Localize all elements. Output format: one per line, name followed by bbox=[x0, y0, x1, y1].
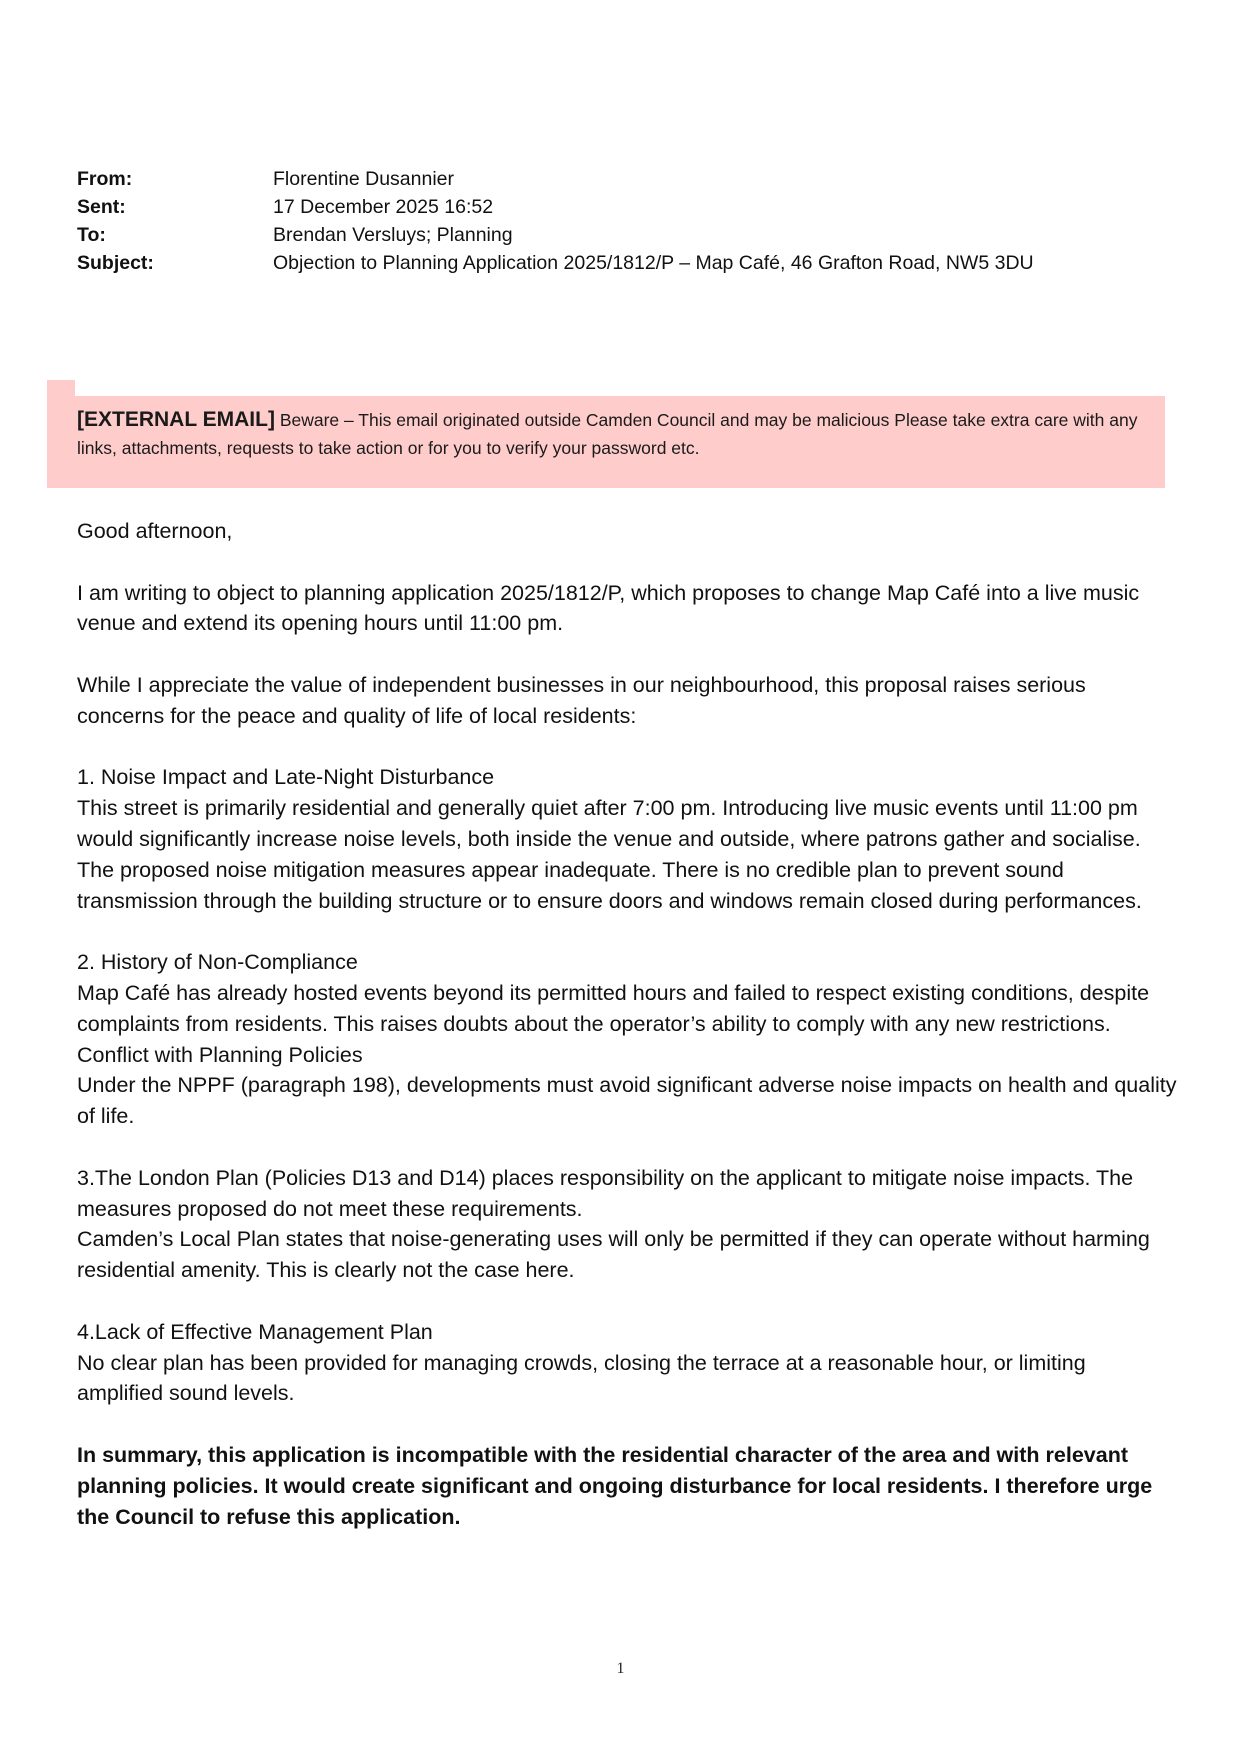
section-1-paragraph-2: The proposed noise mitigation measures appear inadequate. There is no credible plan to prevent sound transmission through the building structure or to ensure doors and windows remain closed during performances. bbox=[77, 857, 1142, 913]
section-1-heading: 1. Noise Impact and Late-Night Disturbance bbox=[77, 765, 495, 790]
section-management-plan bbox=[77, 1317, 1177, 1409]
from-value: Florentine Dusannier bbox=[273, 168, 455, 190]
email-body bbox=[77, 516, 1177, 1563]
external-email-tag: [EXTERNAL EMAIL] bbox=[77, 408, 275, 431]
section-2-heading: 2. History of Non-Compliance bbox=[77, 950, 358, 975]
from-row bbox=[77, 168, 1177, 196]
external-email-banner bbox=[47, 396, 1165, 488]
page-number: 1 bbox=[616, 1660, 625, 1677]
to-label: To: bbox=[77, 224, 106, 246]
context-paragraph: While I appreciate the value of independent businesses in our neighbourhood, this proposal raises serious concerns for the peace and quality of life of local residents: bbox=[77, 672, 1086, 728]
section-london-plan bbox=[77, 1163, 1177, 1286]
from-label: From: bbox=[77, 168, 133, 190]
section-2-paragraph-1: Map Café has already hosted events beyond its permitted hours and failed to respect existing conditions, despite complaints from residents. This raises doubts about the operator’s ability to comply with any new restrictions. bbox=[77, 980, 1150, 1036]
sent-label: Sent: bbox=[77, 196, 126, 218]
sent-value: 17 December 2025 16:52 bbox=[273, 196, 494, 218]
section-2-paragraph-2: Under the NPPF (paragraph 198), developments must avoid significant adverse noise impacts on health and quality of life. bbox=[77, 1073, 1177, 1129]
to-value: Brendan Versluys; Planning bbox=[273, 224, 513, 246]
subject-label: Subject: bbox=[77, 252, 154, 274]
external-email-warning: Beware – This email originated outside Camden Council and may be malicious Please take extra care with any links, attachments, requests to take action or for you to verify your password etc. bbox=[77, 410, 1138, 458]
section-non-compliance bbox=[77, 947, 1177, 1132]
summary-paragraph: In summary, this application is incompatible with the residential character of the area and with relevant planning policies. It would create significant and ongoing disturbance for local residents. I therefore urge the Council to refuse this application. bbox=[77, 1442, 1153, 1529]
intro-paragraph: I am writing to object to planning application 2025/1812/P, which proposes to change Map Café into a live music venue and extend its opening hours until 11:00 pm. bbox=[77, 580, 1140, 636]
section-1-paragraph-1: This street is primarily residential and generally quiet after 7:00 pm. Introducing live music events until 11:00 pm would significantly increase noise levels, both inside the venue and outside, where patrons gather and socialise. bbox=[77, 796, 1141, 851]
sent-row bbox=[77, 196, 1177, 224]
section-2-subheading: Conflict with Planning Policies bbox=[77, 1042, 363, 1067]
section-3-paragraph-1: 3.The London Plan (Policies D13 and D14) places responsibility on the applicant to mitigate noise impacts. The measures proposed do not meet these requirements. bbox=[77, 1165, 1134, 1221]
greeting: Good afternoon, bbox=[77, 519, 233, 543]
section-4-paragraph-1: No clear plan has been provided for managing crowds, closing the terrace at a reasonable hour, or limiting amplified sound levels. bbox=[77, 1350, 1086, 1406]
section-3-paragraph-2: Camden’s Local Plan states that noise-generating uses will only be permitted if they can operate without harming residential amenity. This is clearly not the case here. bbox=[77, 1227, 1150, 1283]
to-row bbox=[77, 224, 1177, 252]
subject-row bbox=[77, 252, 1177, 280]
subject-value: Objection to Planning Application 2025/1812/P – Map Café, 46 Grafton Road, NW5 3DU bbox=[273, 252, 1034, 274]
section-noise-impact bbox=[77, 762, 1177, 916]
section-4-heading: 4.Lack of Effective Management Plan bbox=[77, 1319, 433, 1344]
email-header bbox=[77, 168, 1177, 280]
